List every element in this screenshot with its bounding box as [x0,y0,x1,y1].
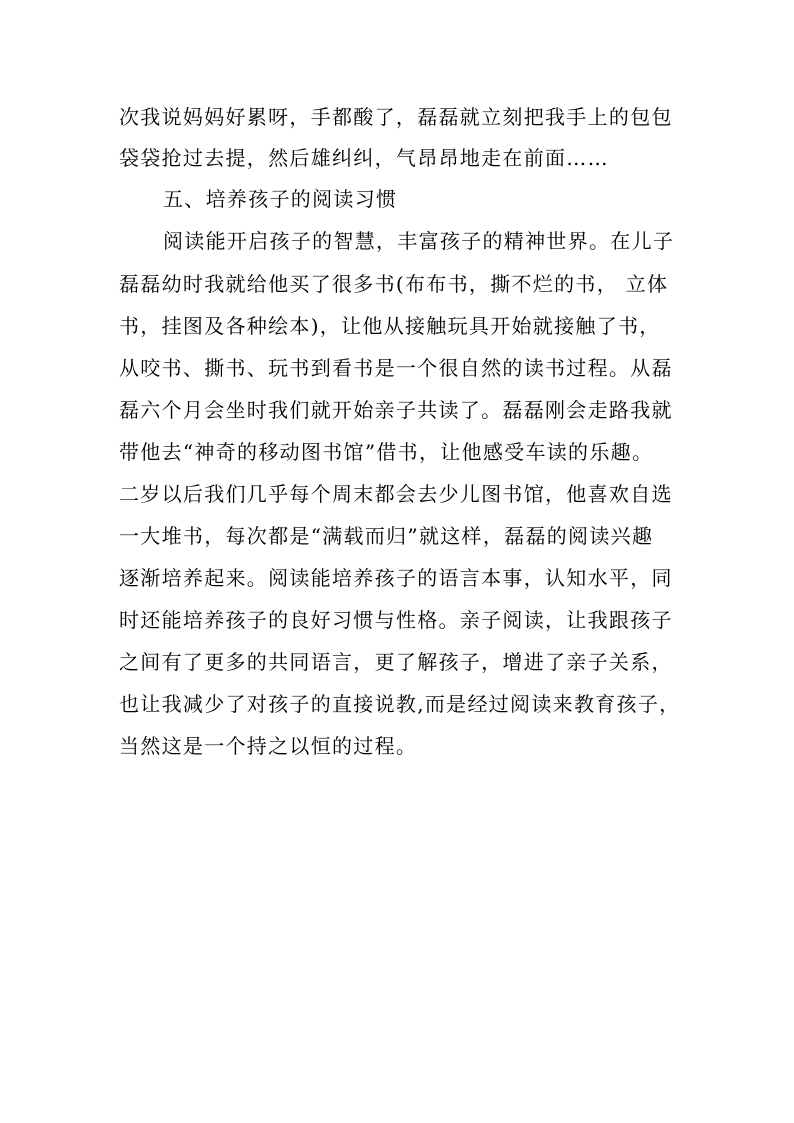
text-line: 次我说妈妈好累呀，手都酸了，磊磊就立刻把我手上的包包 [119,105,673,129]
text-line: 磊磊幼时我就给他买了很多书(布布书，撕不烂的书， 立体 [119,272,669,296]
text-line: 一大堆书，每次都是“满载而归”就这样，磊磊的阅读兴趣 [119,524,654,548]
text-line: 从咬书、撕书、玩书到看书是一个很自然的读书过程。从磊 [119,356,673,380]
text-line: 二岁以后我们几乎每个周末都会去少儿图书馆，他喜欢自选 [119,482,673,506]
text-line: 之间有了更多的共同语言，更了解孩子，增进了亲子关系， [119,650,673,674]
section-heading: 五、培养孩子的阅读习惯 [163,187,398,211]
text-line: 袋袋抢过去提，然后雄纠纠，气昂昂地走在前面…… [119,146,609,170]
text-line: 时还能培养孩子的良好习惯与性格。亲子阅读，让我跟孩子 [119,608,673,632]
paragraph-first-line: 阅读能开启孩子的智慧，丰富孩子的精神世界。在儿子 [163,229,675,253]
text-line: 也让我减少了对孩子的直接说教,而是经过阅读来教育孩子， [119,692,681,716]
text-line: 带他去“神奇的移动图书馆”借书，让他感受车读的乐趣。 [119,440,654,464]
text-line: 逐渐培养起来。阅读能培养孩子的语言本事，认知水平，同 [119,566,673,590]
text-line: 磊六个月会坐时我们就开始亲子共读了。磊磊刚会走路我就 [119,398,673,422]
text-line: 当然这是一个持之以恒的过程。 [119,734,418,758]
text-line: 书，挂图及各种绘本)，让他从接触玩具开始就接触了书， [119,314,661,338]
